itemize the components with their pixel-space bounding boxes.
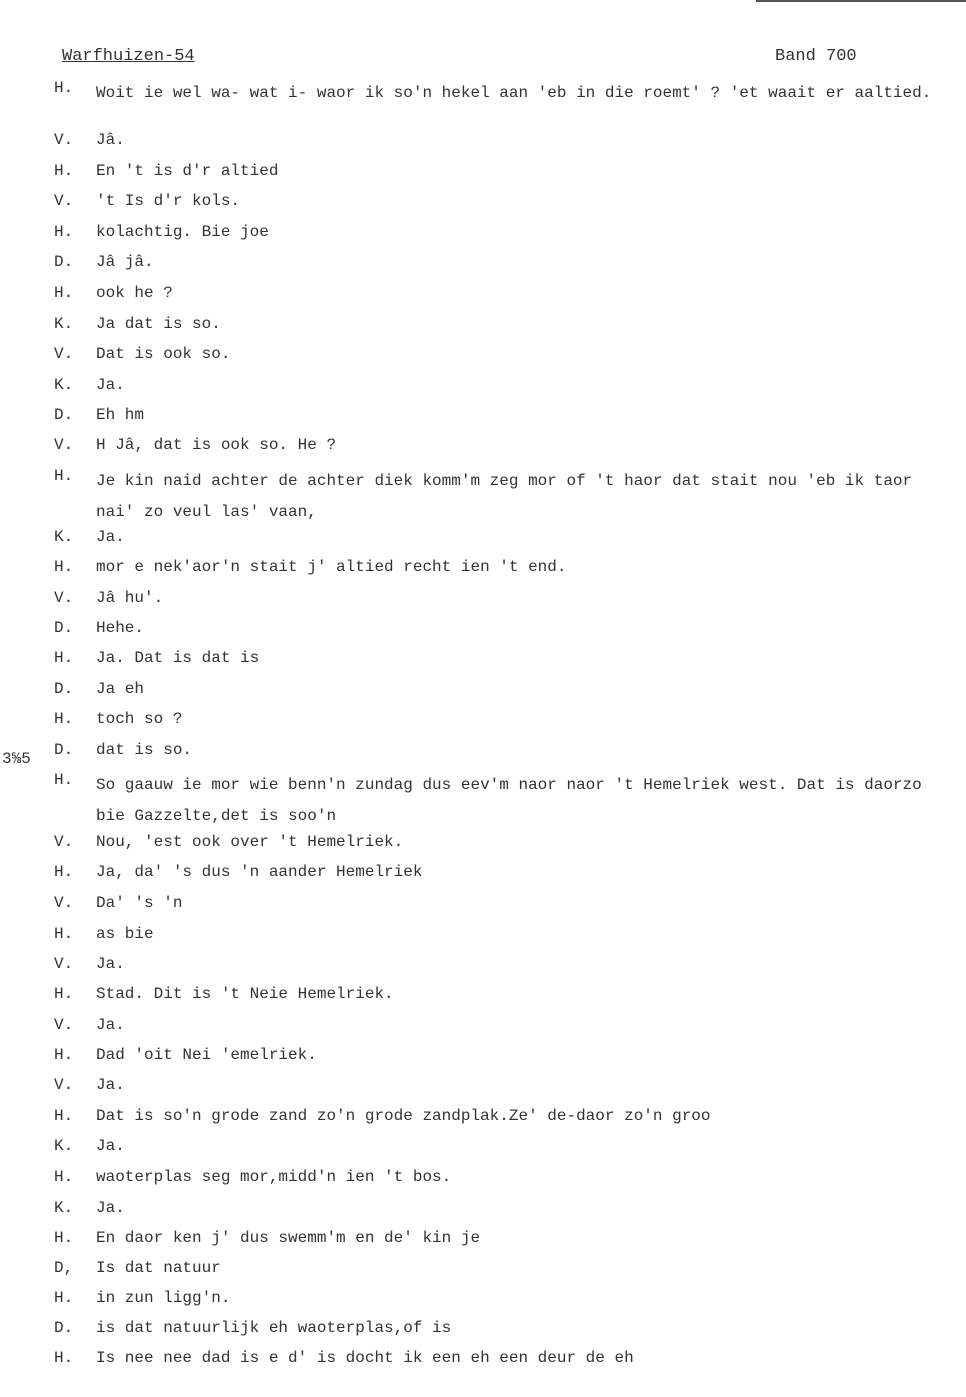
utterance-text: H Jâ, dat is ook so. He ? <box>96 436 337 454</box>
speaker-label: H. <box>54 925 74 943</box>
speaker-label: K. <box>54 376 74 394</box>
utterance-text: Woit ie wel wa- wat i- waor ik so'n hekel aan 'eb in die roemt' ? 'et waait er aaltied. <box>96 84 932 102</box>
utterance-text: as bie <box>96 925 154 943</box>
speaker-label: D. <box>54 1319 74 1337</box>
speaker-label: H. <box>54 79 74 97</box>
speaker-label: K. <box>54 528 74 546</box>
utterance-text: Da' 's 'n <box>96 894 183 912</box>
utterance-text: Dad 'oit Nei 'emelriek. <box>96 1046 317 1064</box>
speaker-label: H. <box>54 985 74 1003</box>
speaker-label: D. <box>54 680 74 698</box>
utterance-text: Ja. <box>96 528 125 546</box>
speaker-label: H. <box>54 1168 74 1186</box>
speaker-label: K. <box>54 315 74 333</box>
utterance-text: Nou, 'est ook over 't Hemelriek. <box>96 833 404 851</box>
speaker-label: H. <box>54 1046 74 1064</box>
utterance-text: Dat is ook so. <box>96 345 231 363</box>
utterance-text: Ja. Dat is dat is <box>96 649 260 667</box>
utterance-text: Stad. Dit is 't Neie Hemelriek. <box>96 985 394 1003</box>
speaker-label: K. <box>54 1137 74 1155</box>
document-id: Warfhuizen-54 <box>62 47 195 66</box>
utterance-text: Jâ. <box>96 131 125 149</box>
utterance-text: 't Is d'r kols. <box>96 192 241 210</box>
utterance-text: En 't is d'r altied <box>96 162 279 180</box>
speaker-label: V. <box>54 1016 74 1034</box>
speaker-label: H. <box>54 649 74 667</box>
utterance-text: ook he ? <box>96 284 173 302</box>
utterance-text: Ja. <box>96 1137 125 1155</box>
tape-number: Band 700 <box>775 47 857 66</box>
speaker-label: V. <box>54 192 74 210</box>
utterance-text: Ja. <box>96 376 125 394</box>
speaker-label: D. <box>54 619 74 637</box>
speaker-label: H. <box>54 467 74 485</box>
utterance-text: Ja. <box>96 1076 125 1094</box>
speaker-label: D. <box>54 741 74 759</box>
utterance-text: Jâ hu'. <box>96 589 164 607</box>
margin-note: 3⅝5 <box>2 750 31 768</box>
utterance-text: in zun ligg'n. <box>96 1289 231 1307</box>
utterance-text: waoterplas seg mor,midd'n ien 't bos. <box>96 1168 452 1186</box>
speaker-label: D, <box>54 1259 74 1277</box>
utterance-text: Dat is so'n grode zand zo'n grode zandplak.Ze' de-daor zo'n groo <box>96 1107 711 1125</box>
utterance-text: Eh hm <box>96 406 145 424</box>
speaker-label: H. <box>54 1229 74 1247</box>
utterance-text: Ja. <box>96 1016 125 1034</box>
utterance-text: Ja dat is so. <box>96 315 221 333</box>
speaker-label: V. <box>54 955 74 973</box>
speaker-label: V. <box>54 894 74 912</box>
utterance-text: Ja. <box>96 1199 125 1217</box>
speaker-label: V. <box>54 833 74 851</box>
utterance-text: dat is so. <box>96 741 193 759</box>
utterance-text: Hehe. <box>96 619 145 637</box>
utterance-text: Je kin naid achter de achter diek komm'm zeg mor of 't haor dat stait nou 'eb ik taor nai' zo veul las' vaan, <box>96 472 913 521</box>
speaker-label: V. <box>54 589 74 607</box>
utterance-text: Ja eh <box>96 680 145 698</box>
utterance-text: is dat natuurlijk eh waoterplas,of is <box>96 1319 452 1337</box>
utterance-text: kolachtig. Bie joe <box>96 223 269 241</box>
speaker-label: H. <box>54 1349 74 1367</box>
speaker-label: V. <box>54 131 74 149</box>
speaker-label: H. <box>54 771 74 789</box>
utterance-text: toch so ? <box>96 710 183 728</box>
utterance-text: Jâ jâ. <box>96 253 154 271</box>
speaker-label: V. <box>54 436 74 454</box>
speaker-label: H. <box>54 1107 74 1125</box>
utterance-text: Ja. <box>96 955 125 973</box>
top-rule <box>756 0 966 2</box>
utterance-text: Is dat natuur <box>96 1259 221 1277</box>
speaker-label: K. <box>54 1199 74 1217</box>
utterance-text: Is nee nee dad is e d' is docht ik een eh een deur de eh <box>96 1349 634 1367</box>
utterance-text: Ja, da' 's dus 'n aander Hemelriek <box>96 863 423 881</box>
speaker-label: H. <box>54 863 74 881</box>
speaker-label: H. <box>54 710 74 728</box>
utterance-text: mor e nek'aor'n stait j' altied recht ien 't end. <box>96 558 567 576</box>
speaker-label: H. <box>54 162 74 180</box>
speaker-label: H. <box>54 1289 74 1307</box>
speaker-label: D. <box>54 253 74 271</box>
speaker-label: V. <box>54 1076 74 1094</box>
speaker-label: H. <box>54 284 74 302</box>
speaker-label: H. <box>54 223 74 241</box>
utterance-text: En daor ken j' dus swemm'm en de' kin je <box>96 1229 481 1247</box>
speaker-label: V. <box>54 345 74 363</box>
utterance-text: So gaauw ie mor wie benn'n zundag dus eev'm naor naor 't Hemelriek west. Dat is daorzo bie Gazzelte,det is soo'n <box>96 776 922 825</box>
speaker-label: D. <box>54 406 74 424</box>
speaker-label: H. <box>54 558 74 576</box>
